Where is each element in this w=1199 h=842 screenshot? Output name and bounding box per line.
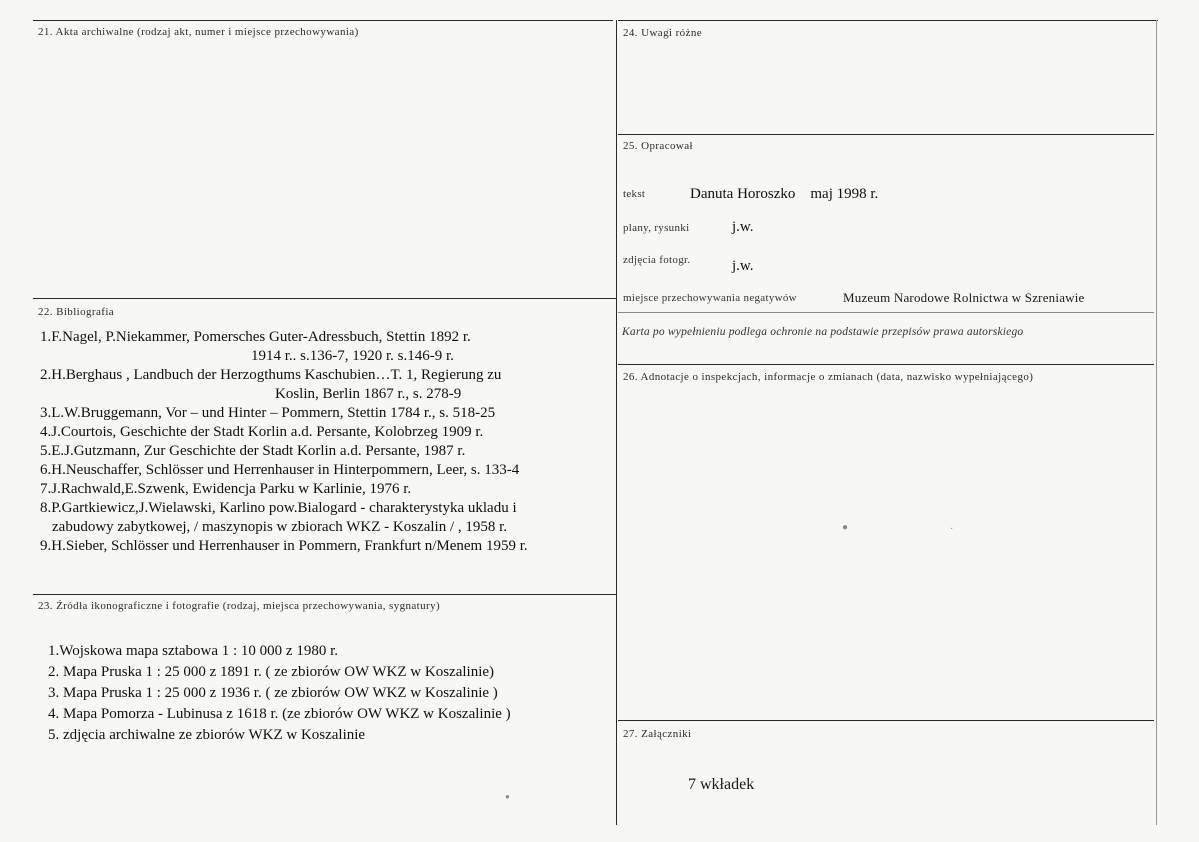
- rule-27: [618, 720, 1154, 721]
- plany-label: plany, rysunki: [623, 222, 690, 234]
- section-24-label: 24. Uwagi różne: [623, 27, 703, 39]
- bibliography-line: 5.E.J.Gutzmann, Zur Geschichte der Stadt Korlin a.d. Persante, 1987 r.: [40, 443, 466, 459]
- bibliography-line: 1914 r.. s.136-7, 1920 r. s.146-9 r.: [251, 348, 454, 364]
- miejsce-value: Muzeum Narodowe Rolnictwa w Szreniawie: [843, 290, 1085, 305]
- miejsce-label: miejsce przechowywania negatywów: [623, 292, 797, 304]
- bibliography-line: 1.F.Nagel, P.Niekammer, Pomersches Guter-Adressbuch, Stettin 1892 r.: [40, 329, 471, 345]
- attachments-value: 7 wkładek: [688, 776, 755, 793]
- section-21-label: 21. Akta archiwalne (rodzaj akt, numer i miejsce przechowywania): [38, 26, 359, 38]
- plany-value: j.w.: [732, 219, 754, 235]
- section-23-label: 23. Źródła ikonograficzne i fotografie (rodzaj, miejsca przechowywania, sygnatury): [38, 600, 441, 612]
- rule-25: [618, 134, 1154, 135]
- center-divider: [616, 20, 617, 825]
- bibliography-line: 8.P.Gartkiewicz,J.Wielawski, Karlino pow.Bialogard - charakterystyka ukladu i: [40, 500, 517, 516]
- bibliography-line: 2.H.Berghaus , Landbuch der Herzogthums Kaschubien…T. 1, Regierung zu: [40, 367, 502, 383]
- bibliography-line: 6.H.Neuschaffer, Schlösser und Herrenhauser in Hinterpommern, Leer, s. 133-4: [40, 462, 520, 478]
- bibliography-line: zabudowy zabytkowej, / maszynopis w zbiorach WKZ - Koszalin / , 1958 r.: [52, 519, 508, 535]
- zdjecia-value: j.w.: [732, 258, 754, 274]
- zdjecia-label: zdjęcia fotogr.: [623, 254, 691, 266]
- section-27-label: 27. Załączniki: [623, 728, 692, 740]
- iconography-line: 5. zdjęcia archiwalne ze zbiorów WKZ w Koszalinie: [48, 727, 366, 743]
- bibliography-line: 3.L.W.Bruggemann, Vor – und Hinter – Pommern, Stettin 1784 r., s. 518-25: [40, 405, 496, 421]
- section-22-label: 22. Bibliografia: [38, 306, 115, 318]
- scan-speck: ●: [842, 522, 849, 533]
- scan-speck: ·: [950, 524, 954, 535]
- top-rule-left: [33, 20, 613, 21]
- scan-speck: ●: [505, 792, 510, 801]
- iconography-line: 2. Mapa Pruska 1 : 25 000 z 1891 r. ( ze zbiorów OW WKZ w Koszalinie): [48, 664, 495, 680]
- bibliography-line: 9.H.Sieber, Schlösser und Herrenhauser in Pommern, Frankfurt n/Menem 1959 r.: [40, 538, 528, 554]
- rule-23: [33, 594, 616, 595]
- rule-miejsce: [618, 312, 1154, 313]
- iconography-line: 4. Mapa Pomorza - Lubinusa z 1618 r. (ze zbiorów OW WKZ w Koszalinie ): [48, 706, 511, 722]
- top-rule-right: [618, 20, 1158, 21]
- copyright-note: Karta po wypełnieniu podlega ochronie na podstawie przepisów prawa autorskiego: [622, 326, 1024, 338]
- tekst-value: Danuta Horoszko maj 1998 r.: [690, 186, 879, 202]
- section-26-label: 26. Adnotacje o inspekcjach, informacje o zmianach (data, nazwisko wypełniającego): [623, 371, 1034, 383]
- iconography-line: 3. Mapa Pruska 1 : 25 000 z 1936 r. ( ze zbiorów OW WKZ w Koszalinie ): [48, 685, 498, 701]
- rule-22: [33, 298, 616, 299]
- bibliography-line: 7.J.Rachwald,E.Szwenk, Ewidencja Parku w Karlinie, 1976 r.: [40, 481, 412, 497]
- bibliography-line: Koslin, Berlin 1867 r., s. 278-9: [275, 386, 462, 402]
- bibliography-line: 4.J.Courtois, Geschichte der Stadt Korlin a.d. Persante, Kolobrzeg 1909 r.: [40, 424, 484, 440]
- right-edge: [1156, 20, 1157, 825]
- rule-26: [618, 364, 1154, 365]
- section-25-label: 25. Opracował: [623, 140, 693, 152]
- iconography-line: 1.Wojskowa mapa sztabowa 1 : 10 000 z 1980 r.: [48, 643, 338, 659]
- tekst-label: tekst: [623, 188, 646, 200]
